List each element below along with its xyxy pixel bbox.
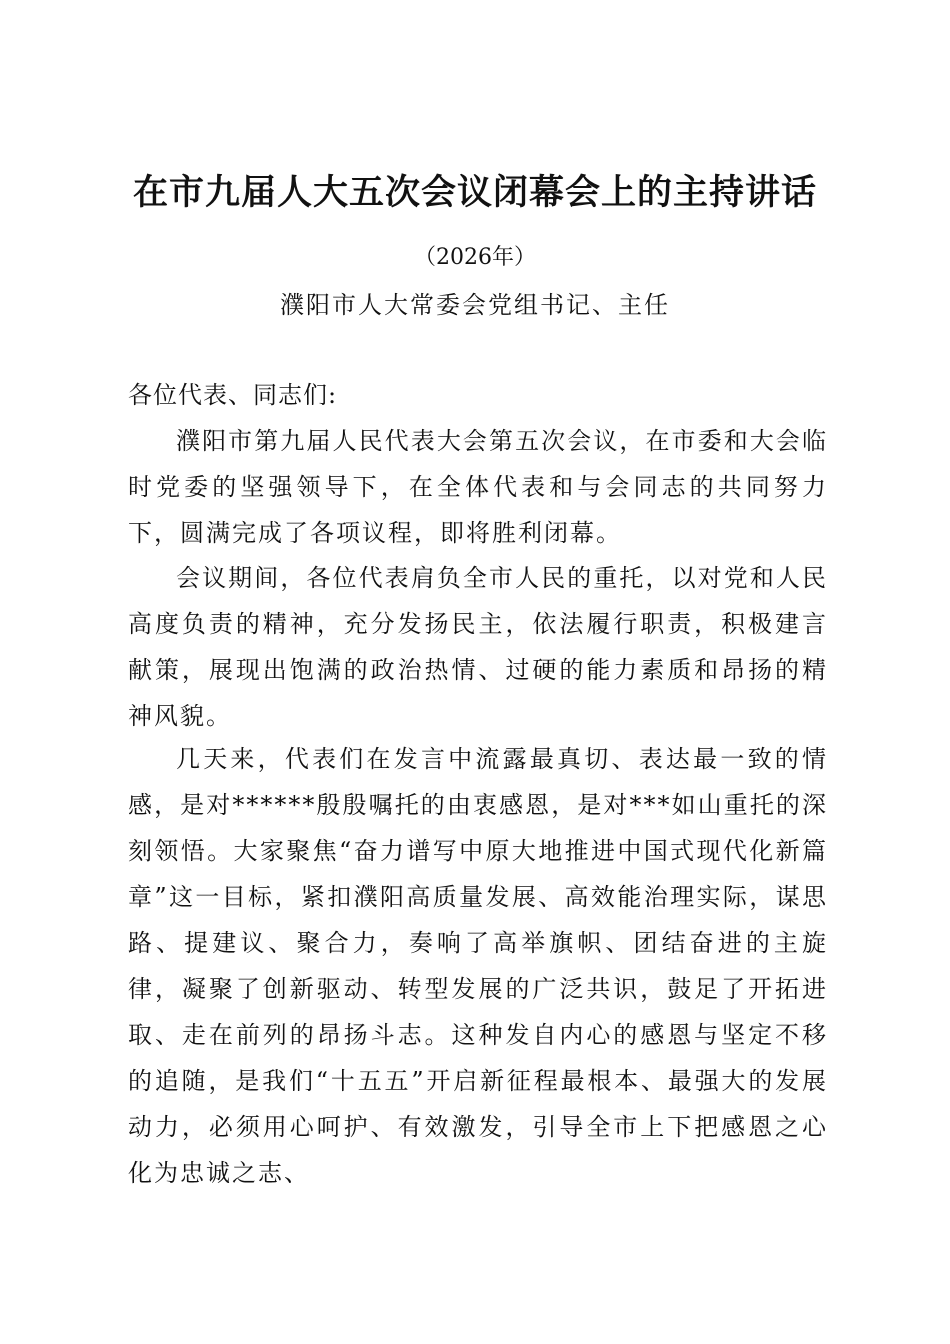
document-title: 在市九届人大五次会议闭幕会上的主持讲话 — [132, 172, 817, 213]
document-year: （2026年） — [414, 245, 536, 270]
salutation: 各位代表、同志们: — [128, 381, 338, 409]
paragraph-3: 几天来，代表们在发言中流露最真切、表达最一致的情感，是对******殷殷嘱托的由衷感恩，是对***如山重托的深刻领悟。大家聚焦“奋力谱写中原大地推进中国式现代化新篇章”这一目标，紧扣濮阳高质量发展、高效能治理实际，谋思路、提建议、聚合力，奏响了高举旗帜、团结奋进的主旋律，凝聚了创新驱动、转型发展的广泛共识，鼓足了开拓进取、走在前列的昂扬斗志。这种发自内心的感恩与坚定不移的追随，是我们“十五五”开启新征程最根本、最强大的发展动力，必须用心呵护、有效激发，引导全市上下把感恩之心化为忠诚之志、 — [128, 745, 828, 1187]
paragraph-2: 会议期间，各位代表肩负全市人民的重托，以对党和人民高度负责的精神，充分发扬民主，依法履行职责，积极建言献策，展现出饱满的政治热情、过硬的能力素质和昂扬的精神风貌。 — [128, 564, 828, 730]
paragraph-1: 濮阳市第九届人民代表大会第五次会议，在市委和大会临时党委的坚强领导下，在全体代表和与会同志的共同努力下，圆满完成了各项议程，即将胜利闭幕。 — [128, 427, 828, 547]
document-author: 濮阳市人大常委会党组书记、主任 — [280, 291, 670, 319]
